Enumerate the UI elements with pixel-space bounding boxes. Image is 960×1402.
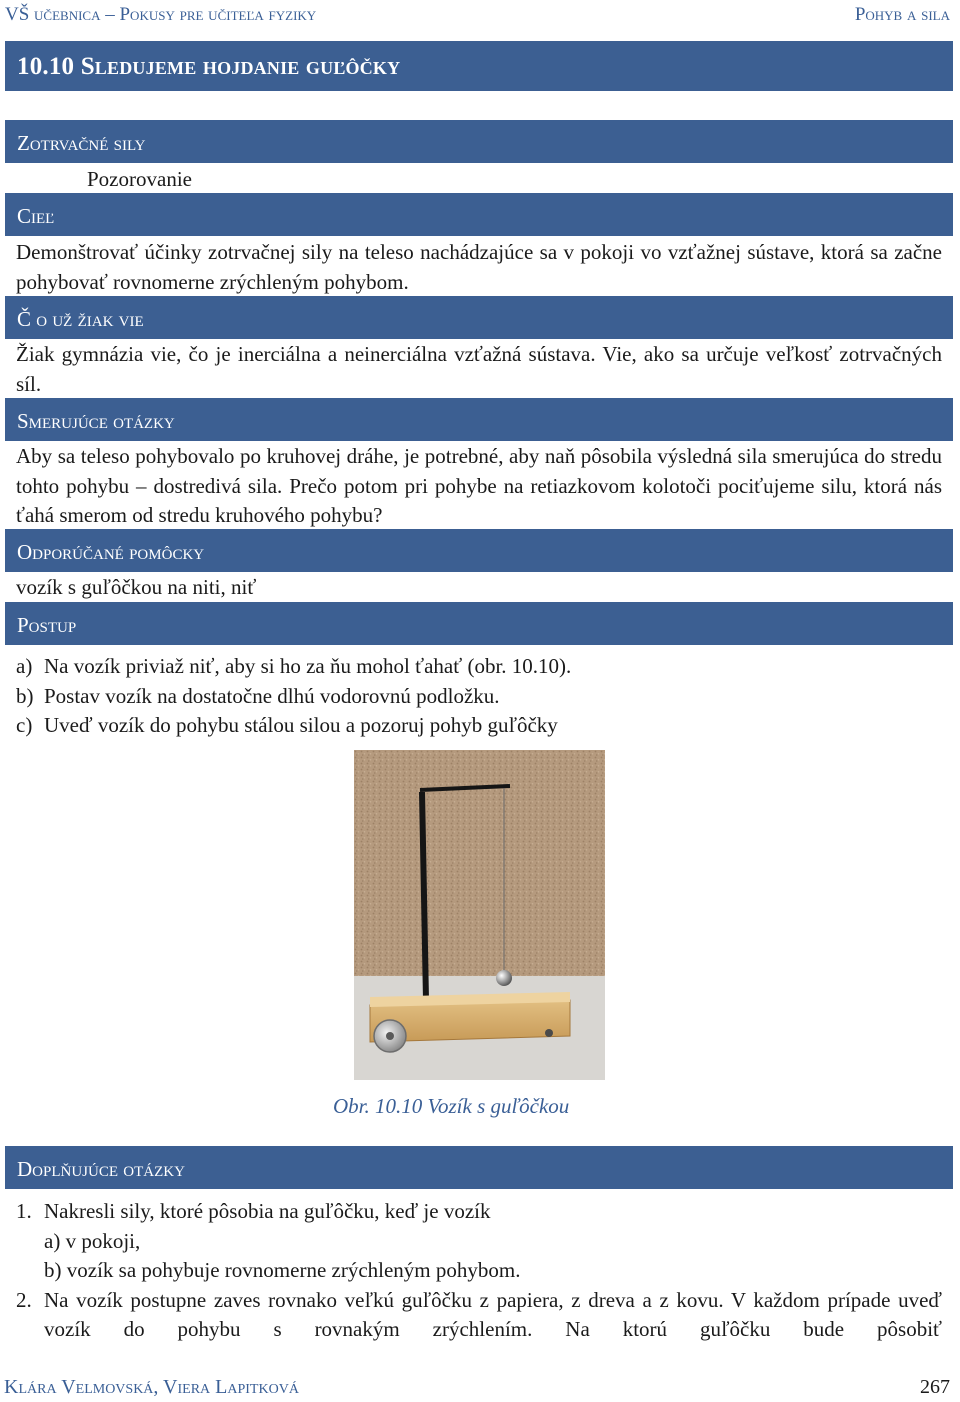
extra-questions bbox=[16, 1197, 942, 1345]
wheel-hub bbox=[386, 1032, 394, 1040]
sub-item: b) vozík sa pohybuje rovnomerne zrýchleným pohybom. bbox=[44, 1258, 521, 1282]
footer-authors: Klára Velmovská, Viera Lapitková bbox=[4, 1376, 299, 1398]
page-footer bbox=[4, 1376, 950, 1402]
knowledge-text: Žiak gymnázia vie, čo je inerciálna a neinerciálna vzťažná sústava. Vie, ako sa určuje veľkosť zotrvačných síl. bbox=[16, 342, 942, 396]
page-number: 267 bbox=[920, 1376, 950, 1398]
section-heading-knowledge: Č o už žiak vie bbox=[5, 296, 953, 339]
list-item: a) Na vozík priviaž niť, aby si ho za ňu mohol ťahať (obr. 10.10). bbox=[16, 654, 572, 678]
figure-caption: Obr. 10.10 Vozík s guľôčkou bbox=[333, 1094, 570, 1118]
cart-photo bbox=[354, 750, 605, 1080]
section-heading-goal: Cieľ bbox=[5, 193, 953, 236]
header-book-title: VŠ učebnica – Pokusy pre učiteľa fyziky bbox=[5, 4, 317, 25]
sub-item: a) v pokoji, bbox=[44, 1228, 141, 1253]
section-heading-forces: Zotrvačné sily bbox=[5, 120, 953, 163]
procedure-steps bbox=[16, 652, 942, 741]
metal-ball bbox=[496, 970, 512, 986]
list-item: b) Postav vozík na dostatočne dlhú vodorovnú podložku. bbox=[16, 683, 500, 708]
section-heading-tools: Odporúčané pomôcky bbox=[5, 529, 953, 572]
stand-pole bbox=[422, 792, 426, 1000]
page-title: 10.10 Sledujeme hojdanie guľôčky bbox=[5, 41, 953, 91]
goal-text: Demonštrovať účinky zotrvačnej sily na teleso nachádzajúce sa v pokoji vo vzťažnej sústave, ktorá sa začne pohybovať rovnomerne zrýchleným pohybom. bbox=[16, 240, 942, 294]
section-heading-questions: Smerujúce otázky bbox=[5, 398, 953, 441]
questions-text: Aby sa teleso pohybovalo po kruhovej dráhe, je potrebné, aby naň pôsobila výsledná sila smerujúca do stredu tohto pohybu – dostredivá sila. Prečo potom pri pohybe na retiazkovom kolotoči pociťujeme silu, ktorá nás ťahá smerom od stredu kruhového pohybu? bbox=[16, 444, 942, 527]
list-item: 1. Nakresli sily, ktoré pôsobia na guľôčku, keď je vozík a) v pokoji, b) vozík sa pohybuje rovnomerne zrýchleným pohybom. bbox=[16, 1197, 942, 1286]
running-header bbox=[5, 4, 950, 28]
screw bbox=[545, 1029, 553, 1037]
list-item: c) Uveď vozík do pohybu stálou silou a pozoruj pohyb guľôčky bbox=[16, 713, 558, 737]
section-subtitle: Pozorovanie bbox=[87, 167, 192, 191]
cork-background bbox=[354, 750, 605, 978]
section-heading-procedure: Postup bbox=[5, 602, 953, 645]
tools-text: vozík s guľôčkou na niti, niť bbox=[16, 575, 257, 599]
section-heading-extra: Doplňujúce otázky bbox=[5, 1146, 953, 1189]
list-item: 2. Na vozík postupne zaves rovnako veľkú guľôčku z papiera, z dreva a z kovu. V každom prípade uveď vozík do pohybu s rovnakým zrýchlením. Na ktorú guľôčku bude pôsobiť bbox=[16, 1287, 942, 1341]
header-chapter: Pohyb a sila bbox=[854, 4, 950, 25]
